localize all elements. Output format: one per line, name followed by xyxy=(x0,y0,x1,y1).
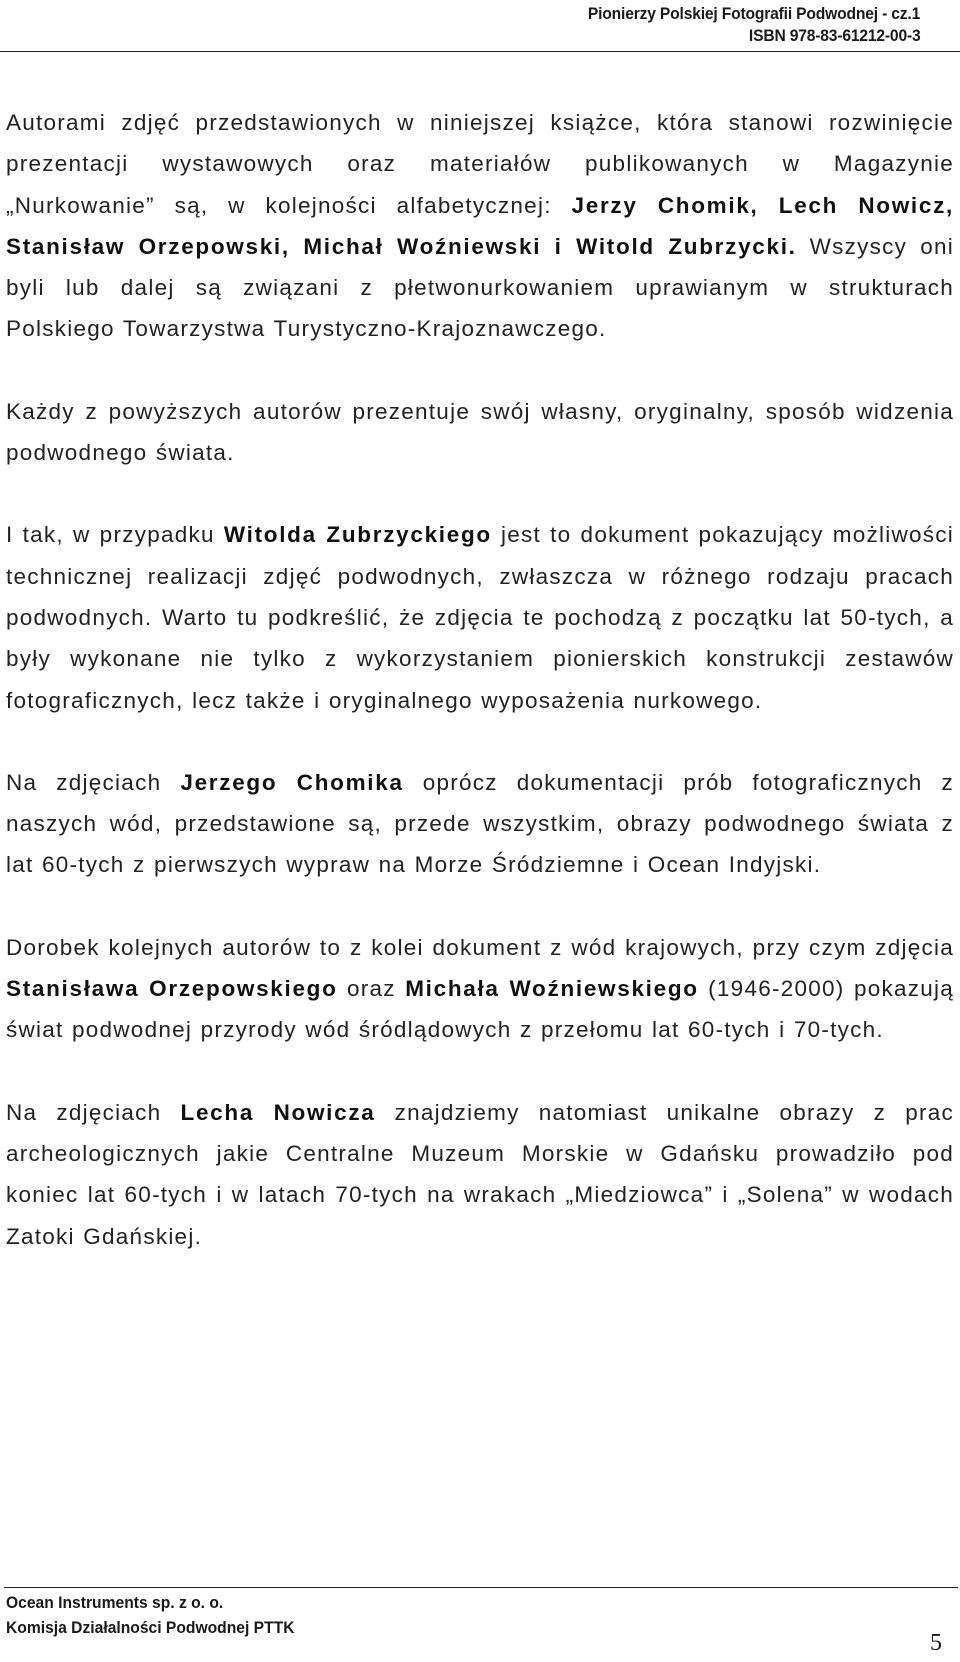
bold-name: Jerzy Chomik, Lech Nowicz, Stanisław Orzepowski, Michał Woźniewski i Witold Zubrzycki. xyxy=(6,192,954,259)
text-run: jest to dokument pokazujący możliwości technicznej realizacji zdjęć podwodnych, zwłaszcza w różnego rodzaju pracach podwodnych. Warto tu podkreślić, że zdjęcia te pochodzą z początku lat 50-tych, a były wykonane nie tylko z wykorzystaniem pionierskich konstrukcji zestawów fotograficznych, lecz także i oryginalnego wyposażenia nurkowego. xyxy=(6,522,954,713)
text-run: Na zdjęciach xyxy=(6,1099,181,1125)
header-title: Pionierzy Polskiej Fotografii Podwodnej - cz.1 xyxy=(587,4,920,23)
text-run: I tak, w przypadku xyxy=(6,522,224,548)
text-run: znajdziemy natomiast unikalne obrazy z prac archeologicznych jakie Centralne Muzeum Morskie w Gdańsku prowadziło pod koniec lat 60-tych i w latach 70-tych na wrakach „Miedziowca” i „Solena” w wodach Zatoki Gdańskiej. xyxy=(6,1099,954,1249)
body-text xyxy=(6,102,954,1257)
footer-commission: Komisja Działalności Podwodnej PTTK xyxy=(6,1618,295,1637)
page-number: 5 xyxy=(930,1630,942,1656)
paragraph-5 xyxy=(6,927,954,1051)
footer-divider xyxy=(4,1587,958,1588)
paragraph-4 xyxy=(6,762,954,886)
paragraph-1 xyxy=(6,102,954,350)
page-header xyxy=(0,0,960,52)
bold-name: Stanisława Orzepowskiego xyxy=(6,976,338,1002)
text-run: Wszyscy oni byli lub dalej są związani z płetwonurkowaniem uprawianym w strukturach Polskiego Towarzystwa Turystyczno-Krajoznawczego. xyxy=(6,233,954,342)
paragraph-3 xyxy=(6,514,954,720)
paragraph-2 xyxy=(6,391,954,474)
text-run: Dorobek kolejnych autorów to z kolei dokument z wód krajowych, przy czym zdjęcia xyxy=(6,934,954,960)
text-run: Każdy z powyższych autorów prezentuje swój własny, oryginalny, sposób widzenia podwodnego świata. xyxy=(6,398,954,466)
bold-name: Lecha Nowicza xyxy=(180,1099,376,1125)
bold-name: Jerzego Chomika xyxy=(180,769,404,795)
text-run: Autorami zdjęć przedstawionych w niniejszej książce, która stanowi rozwinięcie prezentacji wystawowych oraz materiałów publikowanych w Magazynie „Nurkowanie” są, w kolejności alfabetycznej: xyxy=(6,110,954,218)
text-run: (1946-2000) pokazują świat podwodnej przyrody wód śródlądowych z przełomu lat 60-tych i 70-tych. xyxy=(6,976,955,1043)
text-run: oprócz dokumentacji prób fotograficznych z naszych wód, przedstawione są, przede wszystkim, obrazy podwodnego świata z lat 60-tych z pierwszych wypraw na Morze Śródziemne i Ocean Indyjski. xyxy=(6,769,954,878)
footer-company: Ocean Instruments sp. z o. o. xyxy=(6,1593,224,1612)
bold-name: Michała Woźniewskiego xyxy=(405,976,699,1002)
header-isbn: ISBN 978-83-61212-00-3 xyxy=(748,26,920,45)
text-run: Na zdjęciach xyxy=(6,769,181,795)
paragraph-6 xyxy=(6,1092,954,1257)
bold-name: Witolda Zubrzyckiego xyxy=(223,522,492,548)
text-run: oraz xyxy=(337,976,406,1002)
